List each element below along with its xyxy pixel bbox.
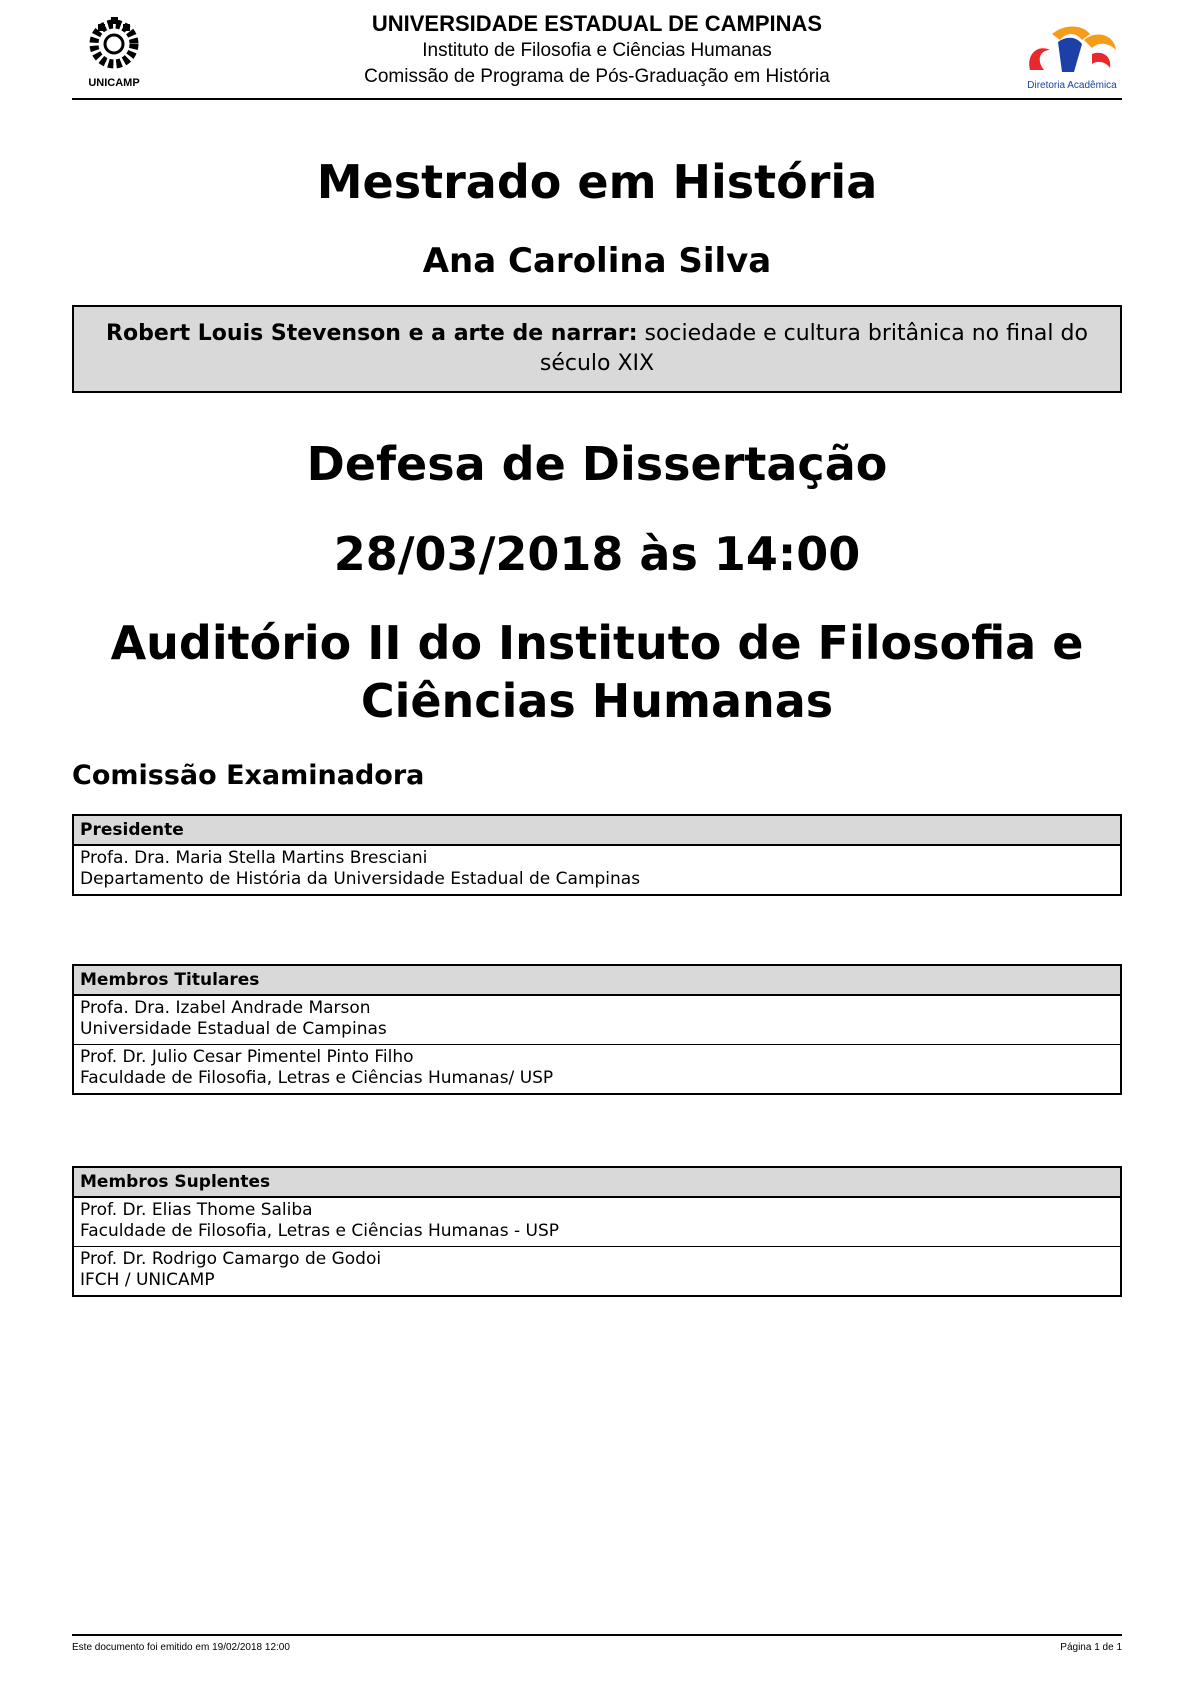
- program-title: Mestrado em História: [316, 155, 878, 209]
- presidente-header: Presidente: [74, 816, 1120, 846]
- member-name: Profa. Dra. Izabel Andrade Marson: [80, 998, 371, 1018]
- table-row: [74, 1044, 1120, 1093]
- committee-title: Comissão Examinadora: [72, 760, 425, 791]
- document-footer: [72, 1634, 1122, 1653]
- thesis-title: [74, 307, 1120, 379]
- member-name: Prof. Dr. Elias Thome Saliba: [80, 1200, 313, 1220]
- table-row: [74, 1246, 1120, 1295]
- event-title: Defesa de Dissertação: [306, 437, 888, 491]
- university-name: UNIVERSIDADE ESTADUAL DE CAMPINAS: [371, 11, 823, 36]
- member-name: Profa. Dra. Maria Stella Martins Bresciani: [80, 848, 428, 868]
- thesis-title-box: [72, 305, 1122, 393]
- member-name: Prof. Dr. Julio Cesar Pimentel Pinto Filho: [80, 1047, 414, 1067]
- suplentes-table: [72, 1166, 1122, 1297]
- suplentes-header: Membros Suplentes: [74, 1168, 1120, 1198]
- unicamp-logo: [78, 14, 150, 92]
- table-row: [74, 996, 1120, 1044]
- commission-name: Comissão de Programa de Pós-Graduação em História: [364, 66, 830, 87]
- unicamp-logo-label: UNICAMP: [88, 77, 140, 89]
- unicamp-logo-icon: [78, 14, 150, 92]
- member-affiliation: Departamento de História da Universidade Estadual de Campinas: [80, 869, 641, 889]
- event-location: Auditório II do Instituto de Filosofia e Ciências Humanas: [110, 616, 1084, 728]
- page-number: Página 1 de 1: [1060, 1642, 1122, 1653]
- titulares-table: [72, 964, 1122, 1095]
- document-header: [72, 8, 1122, 100]
- presidente-table: [72, 814, 1122, 896]
- diretoria-academica-logo-icon: [1022, 20, 1122, 98]
- diretoria-academica-logo-label: Diretoria Acadêmica: [1027, 80, 1117, 91]
- table-row: [74, 846, 1120, 894]
- member-name: Prof. Dr. Rodrigo Camargo de Godoi: [80, 1249, 382, 1269]
- diretoria-academica-logo: [1022, 20, 1122, 98]
- member-affiliation: IFCH / UNICAMP: [80, 1270, 215, 1290]
- thesis-title-subtitle: sociedade e cultura britânica no final do século XIX: [539, 321, 1088, 376]
- member-affiliation: Universidade Estadual de Campinas: [80, 1019, 387, 1039]
- member-affiliation: Faculdade de Filosofia, Letras e Ciências Humanas/ USP: [80, 1068, 554, 1088]
- institute-name: Instituto de Filosofia e Ciências Humanas: [422, 40, 772, 61]
- issued-timestamp: Este documento foi emitido em 19/02/2018 12:00: [72, 1642, 290, 1653]
- member-affiliation: Faculdade de Filosofia, Letras e Ciências Humanas - USP: [80, 1221, 559, 1241]
- table-row: [74, 1198, 1120, 1246]
- titulares-header: Membros Titulares: [74, 966, 1120, 996]
- student-name: Ana Carolina Silva: [422, 241, 772, 281]
- event-datetime: 28/03/2018 às 14:00: [333, 527, 861, 581]
- thesis-title-main: Robert Louis Stevenson e a arte de narrar:: [106, 321, 638, 346]
